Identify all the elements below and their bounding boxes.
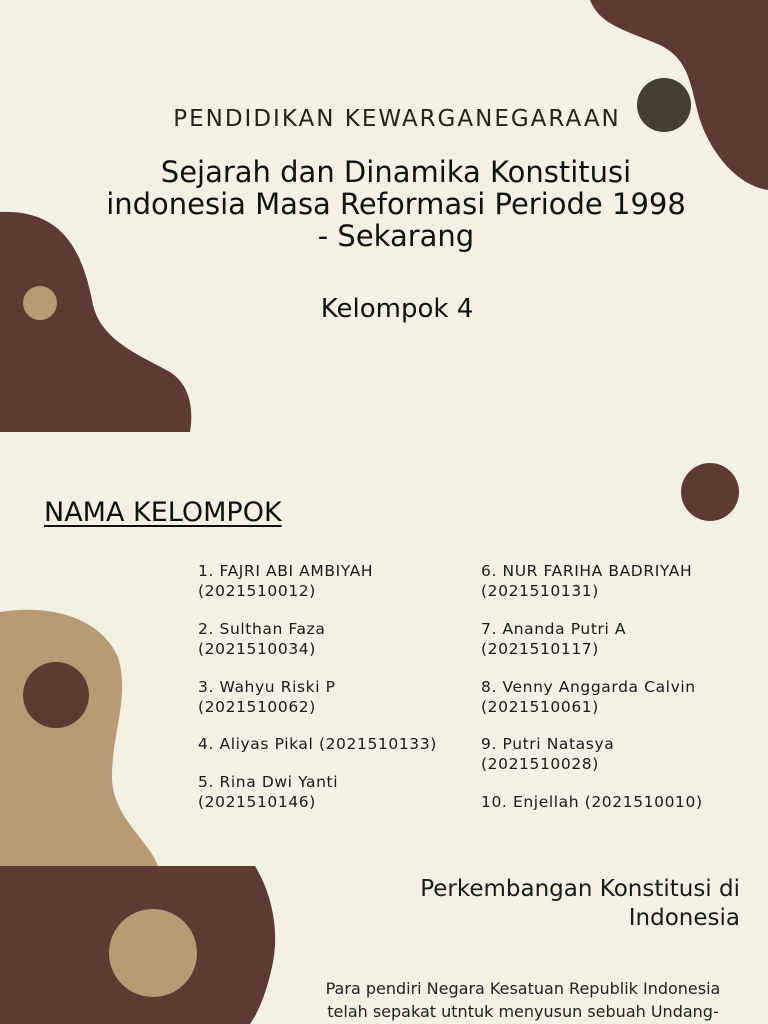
member-id: (2021510034) (198, 639, 316, 658)
list-item (198, 620, 325, 659)
list-item (481, 678, 696, 717)
member-id: (2021510012) (198, 581, 316, 600)
member-name: 2. Sulthan Faza (198, 620, 326, 638)
subject-heading: PENDIDIKAN KEWARGANEGARAAN (173, 106, 621, 132)
member-id: (2021510062) (198, 697, 316, 716)
member-name: 3. Wahyu Riski P (198, 678, 336, 696)
list-item (481, 735, 614, 774)
member-name: 1. FAJRI ABI AMBIYAH (198, 562, 374, 580)
paragraph-line: telah sepakat utntuk menyusun sebuah Undang- (327, 1002, 719, 1021)
member-name: 6. NUR FARIHA BADRIYAH (481, 562, 693, 580)
list-item (481, 793, 703, 813)
list-item (198, 678, 336, 717)
title-slide (0, 0, 768, 432)
list-item (481, 620, 626, 659)
title-line: indonesia Masa Reformasi Periode 1998 (106, 187, 686, 221)
members-slide (0, 432, 768, 1024)
body-paragraph (300, 977, 746, 1023)
presentation-title (60, 156, 732, 252)
member-name: 8. Venny Anggarda Calvin (481, 678, 696, 696)
member-id: (2021510131) (481, 581, 599, 600)
member-id: (2021510061) (481, 697, 599, 716)
list-item (198, 735, 437, 755)
section-title (300, 875, 740, 933)
paragraph-line: Para pendiri Negara Kesatuan Republik Indonesia (325, 979, 721, 998)
section-heading: NAMA KELOMPOK (44, 497, 282, 528)
member-name: 7. Ananda Putri A (481, 620, 627, 638)
section-title-line: Indonesia (628, 905, 740, 931)
member-id: (2021510146) (198, 792, 316, 811)
section-title-line: Perkembangan Konstitusi di (420, 876, 740, 902)
member-name: 4. Aliyas Pikal (2021510133) (198, 735, 437, 753)
member-name: 5. Rina Dwi Yanti (198, 773, 339, 791)
list-item (198, 773, 338, 812)
group-label: Kelompok 4 (320, 294, 474, 324)
title-line: Sejarah dan Dinamika Konstitusi (160, 155, 632, 189)
member-id: (2021510028) (481, 754, 599, 773)
member-name: 10. Enjellah (2021510010) (481, 793, 703, 811)
member-list (0, 432, 768, 1024)
member-name: 9. Putri Natasya (481, 735, 615, 753)
member-id: (2021510117) (481, 639, 599, 658)
list-item (481, 562, 692, 601)
list-item (198, 562, 373, 601)
title-line: - Sekarang (317, 219, 475, 253)
